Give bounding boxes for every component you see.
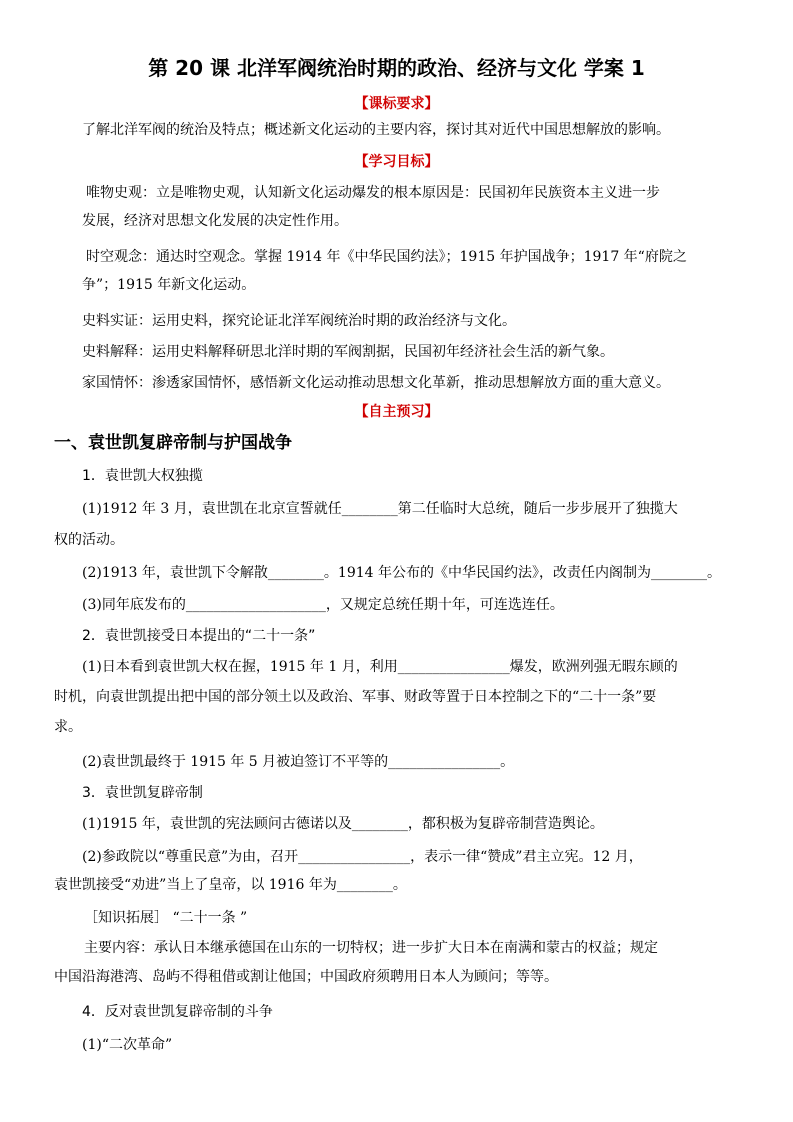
text-line: (1)日本看到袁世凯大权在握，1915 年 1 月，利用________________爆发，欧洲列强无暇东顾的: [82, 659, 678, 675]
objective-line: 唯物史观：立是唯物史观，认知新文化运动爆发的根本原因是：民国初年民族资本主义进一步: [86, 185, 660, 201]
text-line: 时机，向袁世凯提出把中国的部分领土以及政治、军事、财政等置于日本控制之下的“二十一条”要: [54, 689, 657, 705]
page-title: 第 20 课 北洋军阀统治时期的政治、经济与文化 学案 1: [148, 56, 645, 80]
text-line: (2)参政院以“尊重民意”为由，召开________________，表示一律“赞成”君主立宪。12 月，: [82, 849, 643, 865]
curriculum-text: 了解北洋军阀的统治及特点；概述新文化运动的主要内容，探讨其对近代中国思想解放的影响。: [82, 122, 670, 138]
text-line: 袁世凯接受“劝进”当上了皇帝，以 1916 年为________。: [54, 877, 407, 893]
section-preview-heading: 【自主预习】: [354, 404, 439, 420]
text-line: (1)1915 年，袁世凯的宪法顾问古德诺以及________，都积极为复辟帝制营造舆论。: [82, 816, 604, 832]
text-line: (2)袁世凯最终于 1915 年 5 月被迫签订不平等的________________。: [82, 754, 515, 770]
subsection-heading: 4．反对袁世凯复辟帝制的斗争: [82, 1004, 273, 1020]
subsection-heading: 3．袁世凯复辟帝制: [82, 785, 203, 801]
text-line: (1)“二次革命”: [82, 1037, 173, 1053]
objective-line: 发展，经济对思想文化发展的决定性作用。: [82, 213, 348, 229]
objective-line: 争”；1915 年新文化运动。: [82, 277, 256, 293]
section-objectives-heading: 【学习目标】: [354, 154, 439, 170]
knowledge-extension-text: 中国沿海港湾、岛屿不得租借或割让他国；中国政府须聘用日本人为顾问；等等。: [54, 969, 558, 985]
knowledge-extension-title: ［知识拓展］ “二十一条 ”: [84, 910, 248, 926]
objective-line: 家国情怀：渗透家国情怀，感悟新文化运动推动思想文化革新，推动思想解放方面的重大意义。: [82, 375, 670, 391]
knowledge-extension-text: 主要内容：承认日本继承德国在山东的一切特权；进一步扩大日本在南满和蒙古的权益；规定: [84, 940, 658, 956]
text-line: (3)同年底发布的____________________，又规定总统任期十年，可连选连任。: [82, 597, 564, 613]
objective-line: 史料实证：运用史料，探究论证北洋军阀统治时期的政治经济与文化。: [82, 313, 516, 329]
subsection-heading: 1．袁世凯大权独揽: [82, 468, 203, 484]
text-line: (1)1912 年 3 月，袁世凯在北京宣誓就任________第二任临时大总统，随后一步步展开了独揽大: [82, 501, 678, 517]
text-line: 求。: [54, 719, 82, 735]
objective-line: 史料解释：运用史料解释研思北洋时期的军阀割据，民国初年经济社会生活的新气象。: [82, 344, 614, 360]
part-heading: 一、袁世凯复辟帝制与护国战争: [54, 433, 292, 453]
text-line: 权的活动。: [54, 532, 124, 548]
subsection-heading: 2．袁世凯接受日本提出的“二十一条”: [82, 628, 316, 644]
objective-line: 时空观念：通达时空观念。掌握 1914 年《中华民国约法》；1915 年护国战争；1917 年“府院之: [86, 249, 687, 265]
section-curriculum-heading: 【课标要求】: [354, 96, 439, 112]
text-line: (2)1913 年，袁世凯下令解散________。1914 年公布的《中华民国约法》，改责任内阁制为________。: [82, 565, 721, 581]
